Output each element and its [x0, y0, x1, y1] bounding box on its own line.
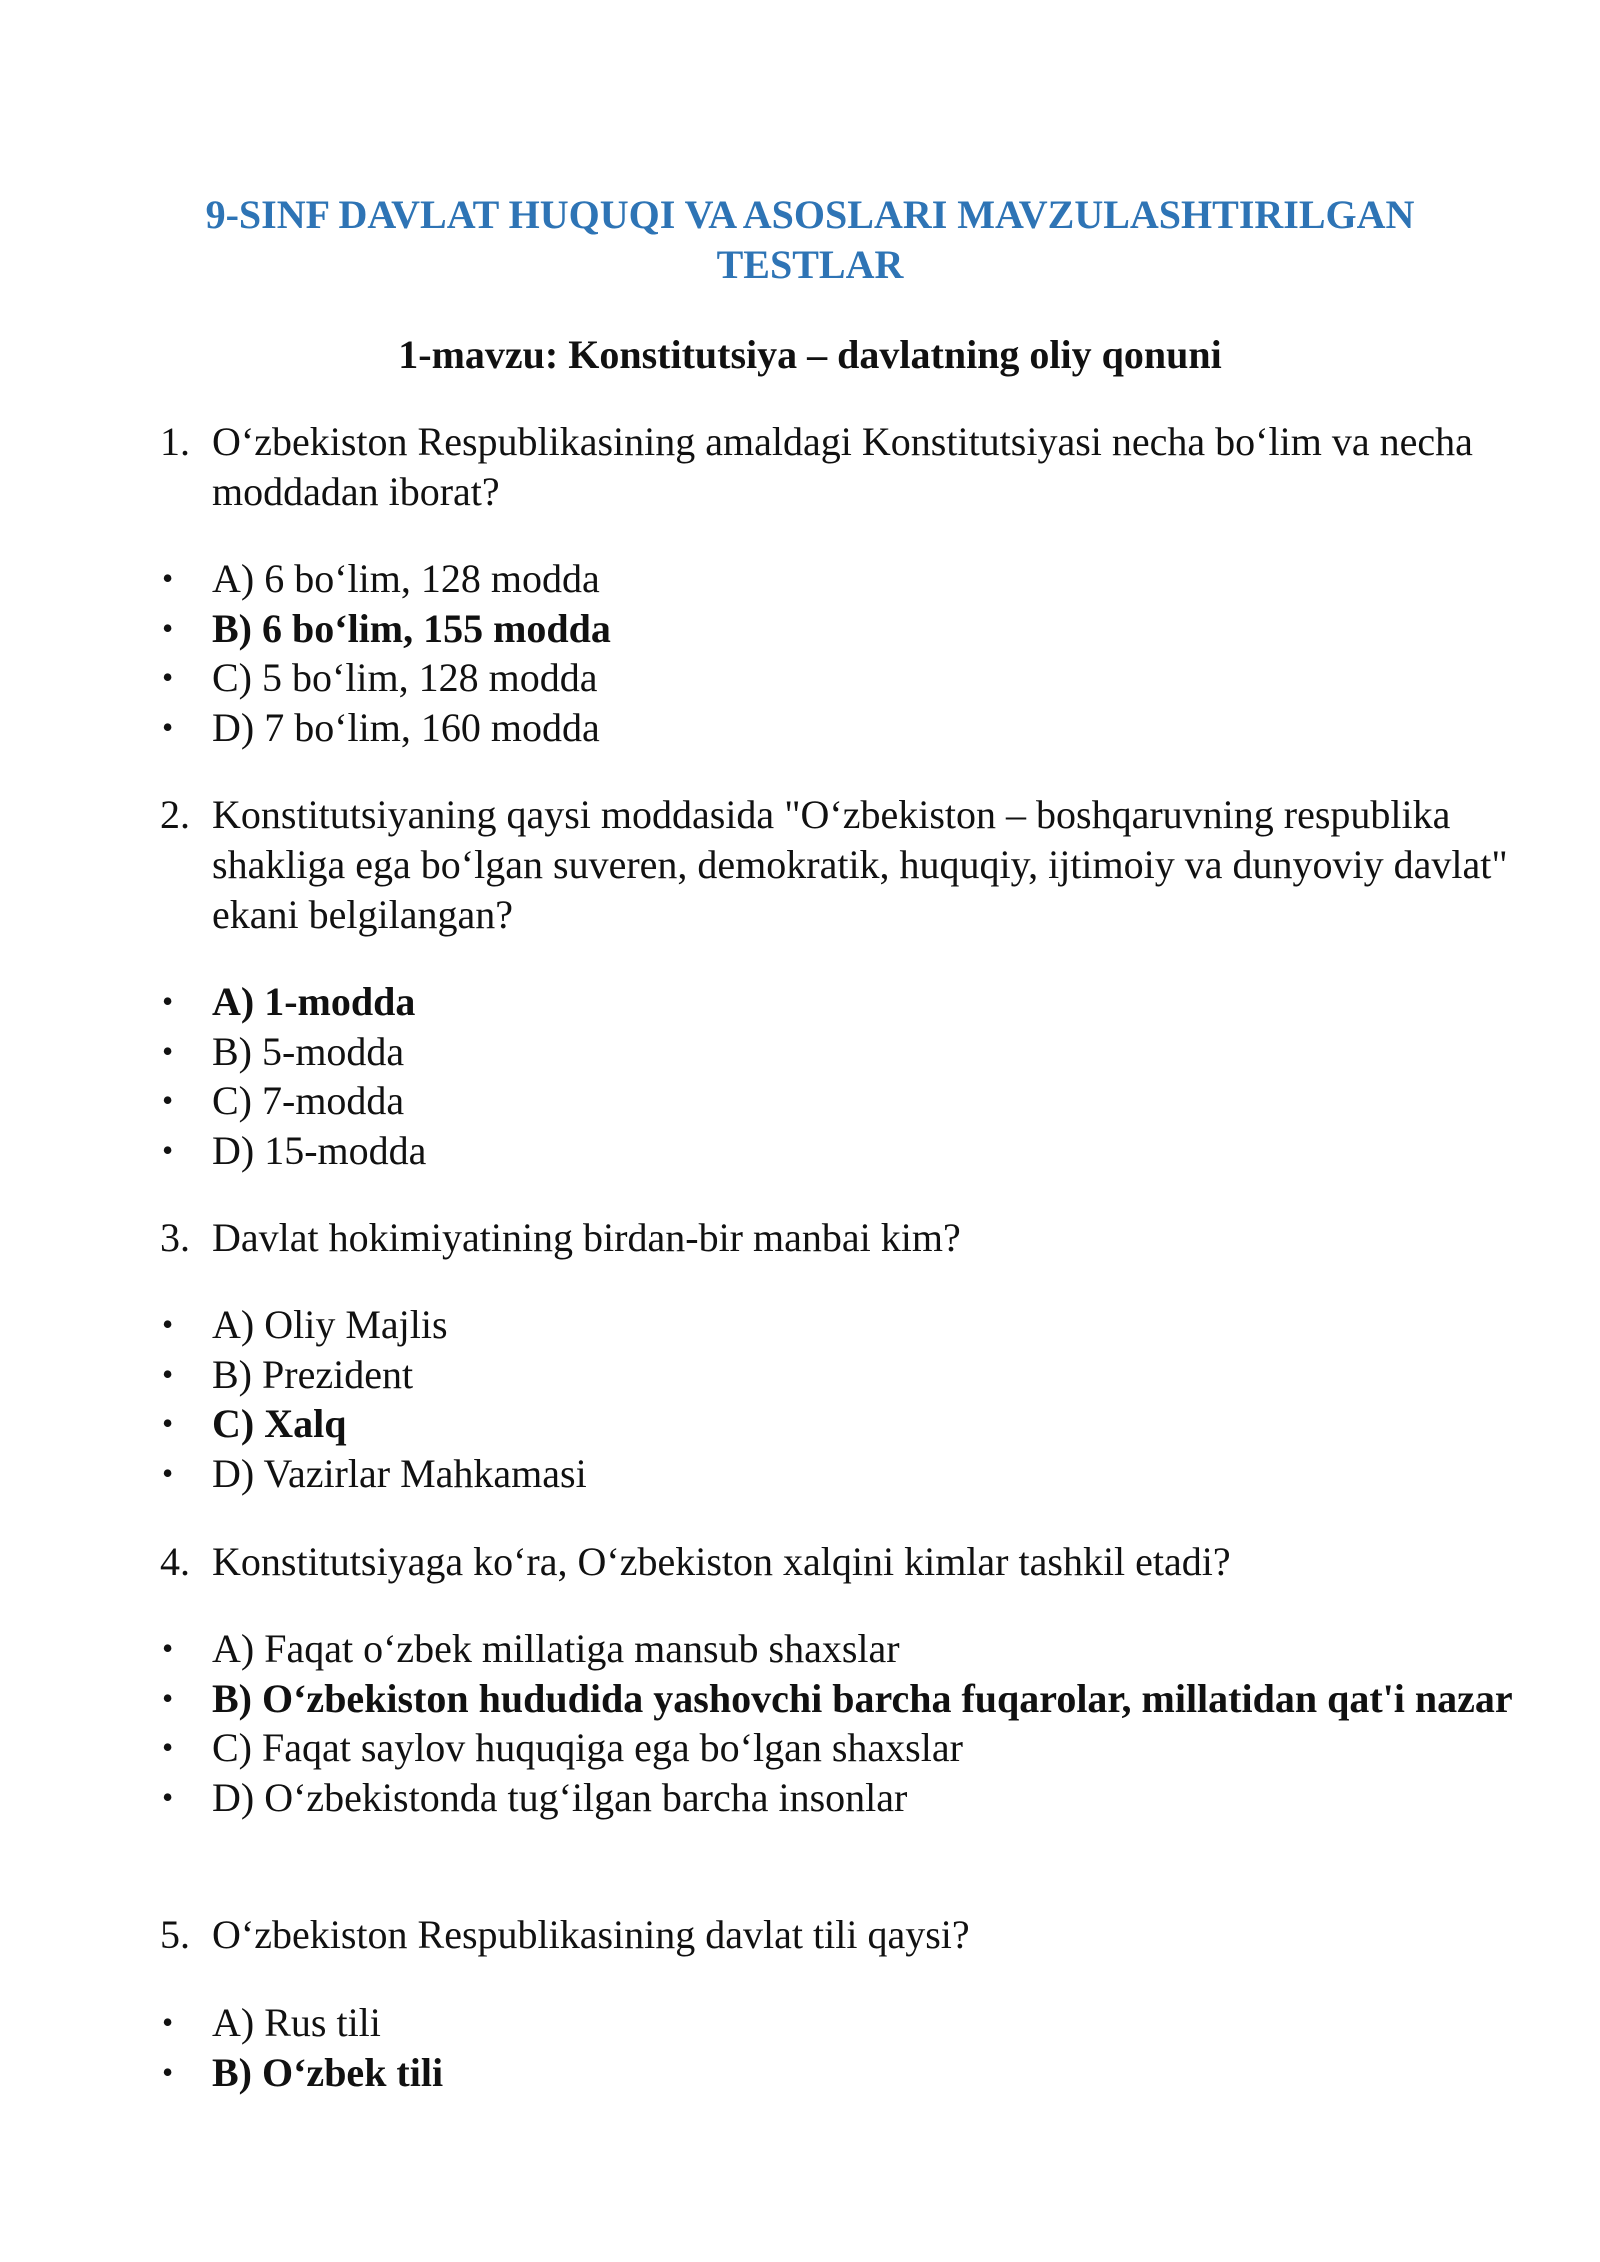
option-text: B) 5-modda — [212, 1028, 405, 1074]
options-list-3 — [160, 1300, 1520, 1498]
question-number: 2. — [160, 792, 190, 837]
option — [160, 1027, 1520, 1077]
bullet-icon: • — [162, 708, 174, 745]
bullet-icon: • — [162, 1131, 174, 1168]
option-text: D) Vazirlar Mahkamasi — [212, 1450, 587, 1496]
question-text: Davlat hokimiyatining birdan-bir manbai kim? — [212, 1215, 961, 1260]
option — [160, 1624, 1520, 1674]
options-list-2 — [160, 977, 1520, 1175]
option-text: B) Prezident — [212, 1351, 414, 1397]
option — [160, 1998, 1520, 2048]
bullet-icon: • — [162, 1032, 174, 1069]
option — [160, 653, 1520, 703]
option-text: C) Xalq — [212, 1401, 347, 1446]
option — [160, 977, 1520, 1027]
option — [160, 1449, 1520, 1499]
bullet-icon: • — [162, 2053, 174, 2090]
bullet-icon: • — [162, 1082, 174, 1118]
topic-title: 1-mavzu: Konstitutsiya – davlatning oliy qonuni — [398, 332, 1222, 377]
question-5 — [160, 1910, 1520, 1960]
option-text: B) O‘zbek tili — [212, 2049, 444, 2095]
bullet-icon: • — [162, 560, 174, 596]
option-text: D) 15-modda — [212, 1127, 427, 1173]
option-text: A) 6 bo‘lim, 128 modda — [212, 556, 600, 601]
options-list-1 — [160, 554, 1520, 752]
bullet-icon: • — [162, 1405, 174, 1441]
bullet-icon: • — [162, 1729, 174, 1765]
option-text: D) O‘zbekistonda tug‘ilgan barcha insonlar — [212, 1774, 908, 1820]
bullet-icon: • — [162, 1355, 174, 1392]
bullet-icon: • — [162, 2004, 174, 2040]
options-list-5 — [160, 1998, 1520, 2097]
option-text: D) 7 bo‘lim, 160 modda — [212, 704, 600, 750]
option — [160, 1076, 1520, 1126]
document-title: 9-SINF DAVLAT HUQUQI VA ASOSLARI MAVZULASHTIRILGAN TESTLAR — [205, 192, 1415, 287]
option-text: A) Oliy Majlis — [212, 1302, 448, 1347]
question-number: 4. — [160, 1539, 190, 1584]
question-text: Konstitutsiyaning qaysi moddasida "O‘zbekiston – boshqaruvning respublika shakliga ega bo‘lgan suveren, demokratik, huquqiy, ijtimoiy va dunyoviy davlat" ekani belgilangan? — [212, 792, 1508, 937]
bullet-icon: • — [162, 1778, 174, 1815]
option — [160, 554, 1520, 604]
question-3 — [160, 1213, 1520, 1263]
bullet-icon: • — [162, 609, 174, 646]
option-text: B) 6 bo‘lim, 155 modda — [212, 605, 611, 651]
question-4 — [160, 1537, 1520, 1587]
bullet-icon: • — [162, 1679, 174, 1716]
question-number: 1. — [160, 419, 190, 464]
bullet-icon: • — [162, 659, 174, 695]
question-text: Konstitutsiyaga ko‘ra, O‘zbekiston xalqini kimlar tashkil etadi? — [212, 1539, 1231, 1584]
option — [160, 1399, 1520, 1449]
option — [160, 1126, 1520, 1176]
option-text: A) Rus tili — [212, 2000, 381, 2045]
bullet-icon: • — [162, 983, 174, 1019]
question-1 — [160, 417, 1520, 517]
option-text: C) 7-modda — [212, 1078, 405, 1123]
option — [160, 1300, 1520, 1350]
option — [160, 604, 1520, 654]
question-number: 5. — [160, 1912, 190, 1957]
option-text: B) O‘zbekiston hududida yashovchi barcha fuqarolar, millatidan qat'i nazar — [212, 1675, 1513, 1721]
option-text: C) 5 bo‘lim, 128 modda — [212, 655, 598, 700]
option-text: C) Faqat saylov huquqiga ega bo‘lgan shaxslar — [212, 1725, 963, 1770]
question-2 — [160, 790, 1520, 940]
option — [160, 1773, 1520, 1823]
option — [160, 1674, 1520, 1724]
option — [160, 703, 1520, 753]
option — [160, 1723, 1520, 1773]
options-list-4 — [160, 1624, 1520, 1822]
option-text: A) 1-modda — [212, 979, 416, 1024]
option-text: A) Faqat o‘zbek millatiga mansub shaxslar — [212, 1626, 900, 1671]
option — [160, 2048, 1520, 2098]
bullet-icon: • — [162, 1630, 174, 1666]
question-text: O‘zbekiston Respublikasining amaldagi Konstitutsiyasi necha bo‘lim va necha moddadan iborat? — [212, 419, 1473, 514]
option — [160, 1350, 1520, 1400]
question-text: O‘zbekiston Respublikasining davlat tili qaysi? — [212, 1912, 970, 1957]
bullet-icon: • — [162, 1454, 174, 1491]
question-number: 3. — [160, 1215, 190, 1260]
bullet-icon: • — [162, 1306, 174, 1342]
